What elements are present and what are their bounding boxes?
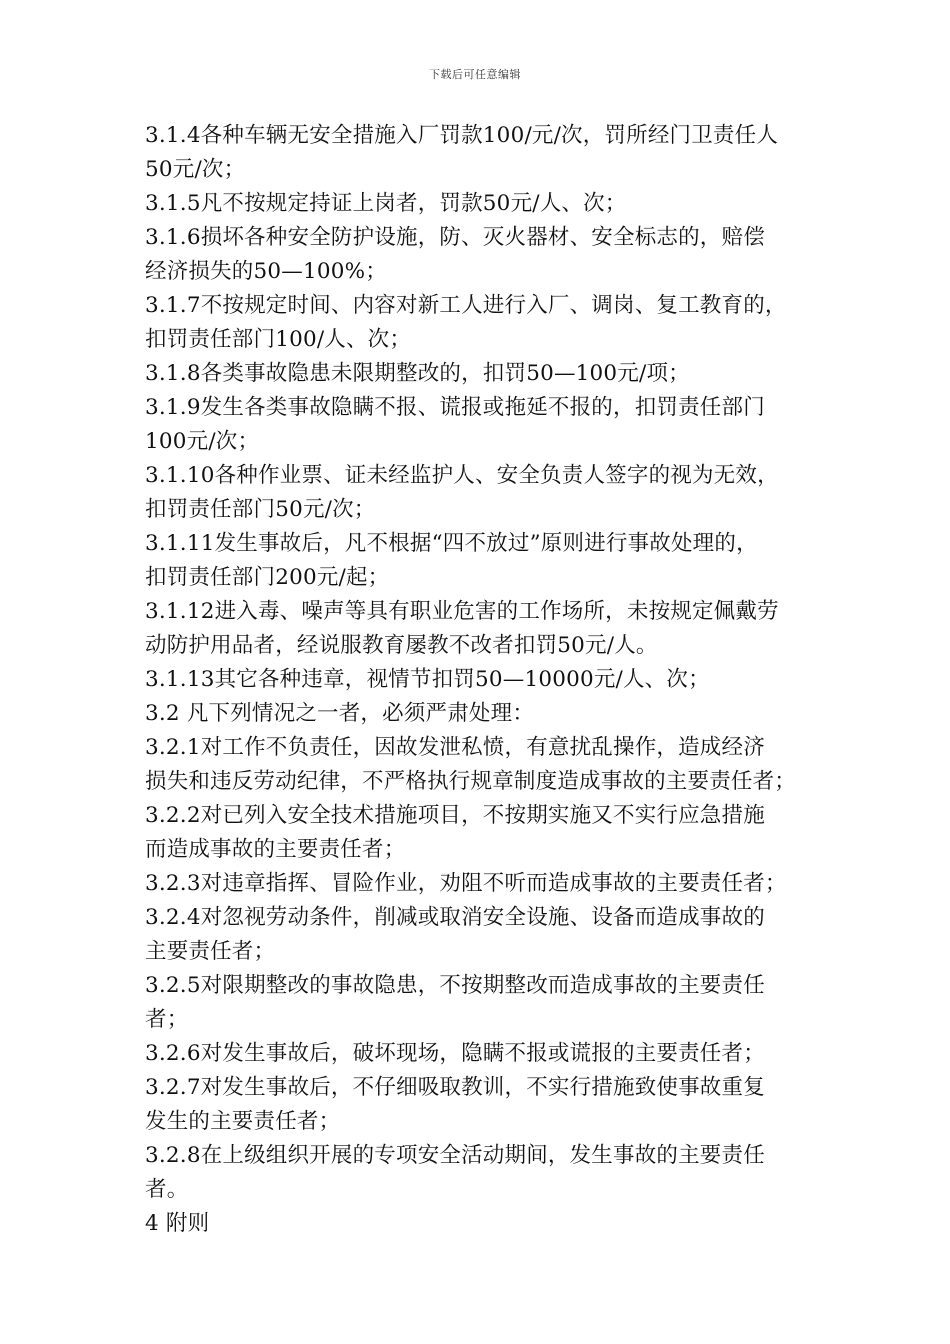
paragraph-line: 3.1.9发生各类事故隐瞒不报、谎报或拖延不报的，扣罚责任部门 bbox=[145, 395, 765, 420]
paragraph-line: 3.2.1对工作不负责任，因故发泄私愤，有意扰乱操作，造成经济 bbox=[145, 735, 765, 760]
paragraph-line-continued: 扣罚责任部门200元/起； bbox=[145, 565, 390, 590]
paragraph-line: 3.2.2对已列入安全技术措施项目，不按期实施又不实行应急措施 bbox=[145, 803, 765, 828]
paragraph-line: 3.2.5对限期整改的事故隐患，不按期整改而造成事故的主要责任 bbox=[145, 973, 765, 998]
paragraph-line: 4 附则 bbox=[145, 1211, 210, 1236]
paragraph-line-continued: 者； bbox=[145, 1007, 189, 1032]
paragraph-line: 3.1.10各种作业票、证未经监护人、安全负责人签字的视为无效， bbox=[145, 463, 779, 488]
paragraph-line: 3.2.3对违章指挥、冒险作业，劝阻不听而造成事故的主要责任者； bbox=[145, 871, 787, 896]
paragraph-line: 3.2.6对发生事故后，破坏现场，隐瞒不报或谎报的主要责任者； bbox=[145, 1041, 765, 1066]
paragraph-line: 3.1.12进入毒、噪声等具有职业危害的工作场所，未按规定佩戴劳 bbox=[145, 599, 779, 624]
document-body bbox=[145, 119, 810, 1241]
paragraph-line: 3.2.8在上级组织开展的专项安全活动期间，发生事故的主要责任 bbox=[145, 1143, 765, 1168]
paragraph-line: 3.1.5凡不按规定持证上岗者，罚款50元/人、次； bbox=[145, 191, 627, 216]
paragraph-line: 3.1.13其它各种违章，视情节扣罚50—10000元/人、次； bbox=[145, 667, 710, 692]
paragraph-line-continued: 而造成事故的主要责任者； bbox=[145, 837, 406, 862]
paragraph-line-continued: 经济损失的50—100%； bbox=[145, 259, 387, 284]
paragraph-line: 3.1.4各种车辆无安全措施入厂罚款100/元/次，罚所经门卫责任人 bbox=[145, 123, 779, 148]
paragraph-line-continued: 发生的主要责任者； bbox=[145, 1109, 341, 1134]
paragraph-line-continued: 50元/次； bbox=[145, 157, 246, 182]
paragraph-line: 3.1.11发生事故后，凡不根据“四不放过”原则进行事故处理的， bbox=[145, 531, 758, 556]
paragraph-line: 3.2.4对忽视劳动条件，削减或取消安全设施、设备而造成事故的 bbox=[145, 905, 765, 930]
paragraph-line-continued: 扣罚责任部门50元/次； bbox=[145, 497, 376, 522]
paragraph-line: 3.1.7不按规定时间、内容对新工人进行入厂、调岗、复工教育的， bbox=[145, 293, 787, 318]
paragraph-line: 3.2 凡下列情况之一者，必须严肃处理： bbox=[145, 701, 535, 726]
paragraph-line: 3.1.6损坏各种安全防护设施，防、灭火器材、安全标志的，赔偿 bbox=[145, 225, 765, 250]
paragraph-line-continued: 动防护用品者，经说服教育屡教不改者扣罚50元/人。 bbox=[145, 633, 658, 658]
paragraph-line: 3.2.7对发生事故后，不仔细吸取教训，不实行措施致使事故重复 bbox=[145, 1075, 765, 1100]
paragraph-line-continued: 者。 bbox=[145, 1177, 189, 1202]
paragraph-line-continued: 损失和违反劳动纪律，不严格执行规章制度造成事故的主要责任者； bbox=[145, 769, 797, 794]
paragraph-line-continued: 主要责任者； bbox=[145, 939, 276, 964]
paragraph-line: 3.1.8各类事故隐患未限期整改的，扣罚50—100元/项； bbox=[145, 361, 690, 386]
paragraph-line-continued: 扣罚责任部门100/人、次； bbox=[145, 327, 412, 352]
page-header: 下载后可任意编辑 bbox=[429, 68, 521, 81]
paragraph-line-continued: 100元/次； bbox=[145, 429, 260, 454]
